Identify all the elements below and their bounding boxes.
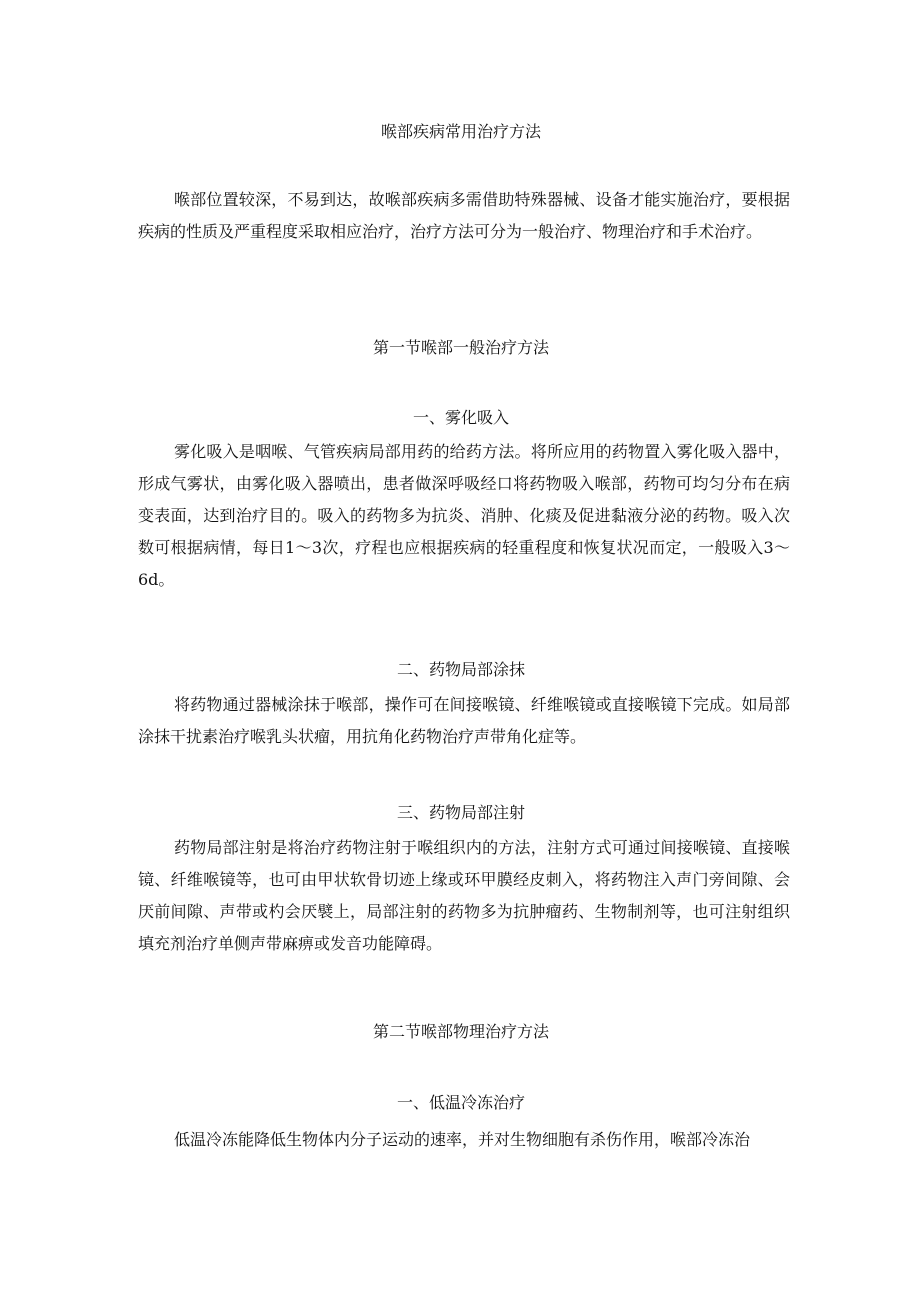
section-1-sub-1-title: 一、雾化吸入 [412, 408, 509, 427]
section-2-sub-1-paragraph: 低温冷冻能降低生物体内分子运动的速率，并对生物细胞有杀伤作用，喉部冷冻治 [174, 1130, 751, 1149]
section-1-sub-3-title: 三、药物局部注射 [396, 803, 525, 822]
intro-paragraph: 喉部位置较深，不易到达，故喉部疾病多需借助特殊器械、设备才能实施治疗，要根据疾病的性质及严重程度采取相应治疗，治疗方法可分为一般治疗、物理治疗和手术治疗。 [138, 190, 790, 241]
section-1-sub-2-paragraph: 将药物通过器械涂抹于喉部，操作可在间接喉镜、纤维喉镜或直接喉镜下完成。如局部涂抹干扰素治疗喉乳头状瘤，用抗角化药物治疗声带角化症等。 [138, 695, 790, 746]
document-title: 喉部疾病常用治疗方法 [380, 122, 541, 141]
section-1-sub-1-paragraph: 雾化吸入是咽喉、气管疾病局部用药的给药方法。将所应用的药物置入雾化吸入器中，形成气雾状，由雾化吸入器喷出，患者做深呼吸经口将药物吸入喉部，药物可均匀分布在病变表面，达到治疗目的。吸入的药物多为抗炎、消肿、化痰及促进黏液分泌的药物。吸入次数可根据病情，每日1～3次，疗程也应根据疾病的轻重程度和恢复状况而定，一般吸入3～6d。 [138, 442, 790, 589]
section-2-title: 第二节喉部物理治疗方法 [372, 1022, 549, 1041]
section-2-sub-1-title: 一、低温冷冻治疗 [396, 1093, 525, 1112]
section-1-title: 第一节喉部一般治疗方法 [372, 338, 549, 357]
section-1-sub-2-title: 二、药物局部涂抹 [396, 660, 525, 679]
section-1-sub-3-paragraph: 药物局部注射是将治疗药物注射于喉组织内的方法，注射方式可通过间接喉镜、直接喉镜、纤维喉镜等，也可由甲状软骨切迹上缘或环甲膜经皮刺入，将药物注入声门旁间隙、会厌前间隙、声带或杓会厌襞上，局部注射的药物多为抗肿瘤药、生物制剂等，也可注射组织填充剂治疗单侧声带麻痹或发音功能障碍。 [138, 838, 790, 953]
